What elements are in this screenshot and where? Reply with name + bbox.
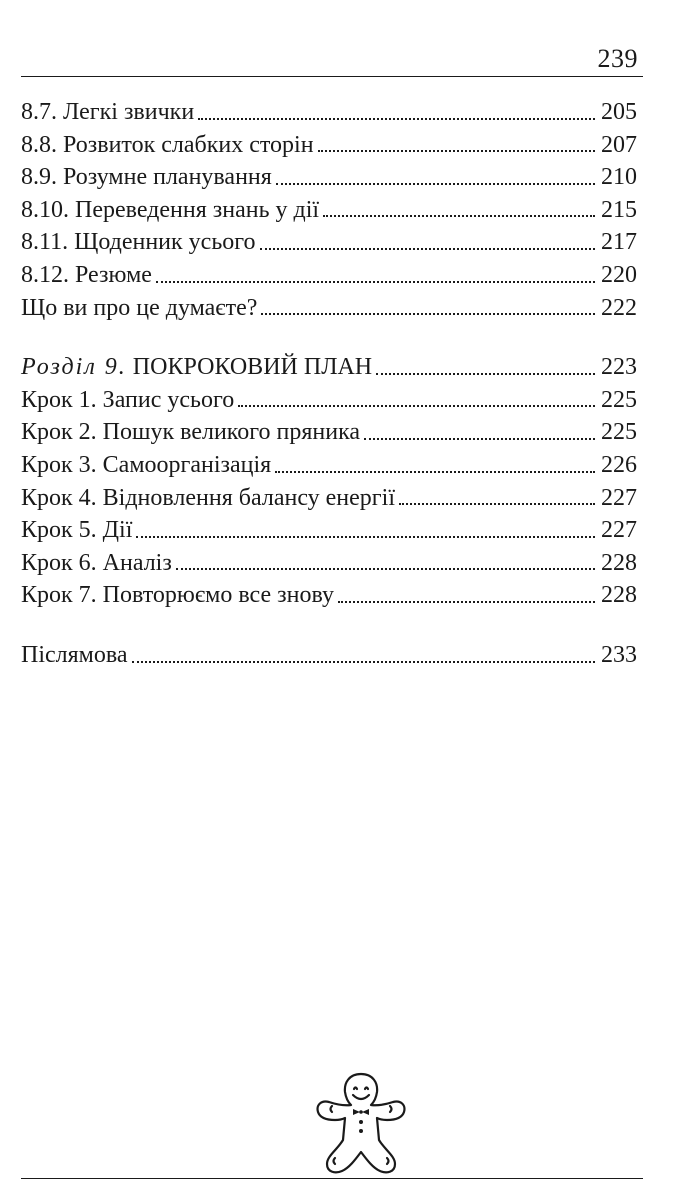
toc-entry-title: Крок 5. Дії	[21, 517, 133, 544]
toc-entry[interactable]	[21, 259, 637, 292]
toc-entry-page: 227	[601, 484, 637, 511]
dot-leader	[176, 568, 595, 570]
toc-entry-page: 215	[601, 196, 637, 223]
dot-leader	[338, 601, 595, 603]
toc-entry[interactable]	[21, 482, 637, 515]
dot-leader	[364, 438, 595, 440]
toc-entry-page: 220	[601, 261, 637, 288]
header-rule	[21, 76, 643, 77]
toc-entry-page: 207	[601, 131, 637, 158]
toc-entry-title: 8.11. Щоденник усього	[21, 229, 256, 256]
toc-entry[interactable]	[21, 129, 637, 162]
toc-entry[interactable]	[21, 226, 637, 259]
toc-entry-title: Післямова	[21, 641, 128, 668]
dot-leader	[376, 373, 595, 375]
toc-chapter-heading[interactable]	[21, 351, 637, 384]
toc-entry[interactable]	[21, 161, 637, 194]
footer-rule	[21, 1178, 643, 1179]
dot-leader	[198, 118, 595, 120]
dot-leader	[261, 313, 595, 315]
dot-leader	[323, 215, 595, 217]
dot-leader	[260, 248, 595, 250]
toc-entry-title: 8.12. Резюме	[21, 261, 152, 288]
toc-entry-title: 8.10. Переведення знань у дії	[21, 196, 320, 223]
toc-entry-title: Крок 2. Пошук великого пряника	[21, 419, 361, 446]
toc-group-chapter-8	[21, 96, 637, 324]
toc-entry-page: 227	[601, 517, 637, 544]
toc-entry-page: 210	[601, 164, 637, 191]
toc-group-chapter-9	[21, 351, 637, 612]
toc-entry-page: 217	[601, 229, 637, 256]
toc-entry[interactable]	[21, 449, 637, 482]
dot-leader	[136, 536, 595, 538]
toc-entry[interactable]	[21, 639, 637, 672]
toc-entry[interactable]	[21, 416, 637, 449]
toc-entry-page: 228	[601, 582, 637, 609]
toc-entry[interactable]	[21, 194, 637, 227]
dot-leader	[238, 405, 595, 407]
toc-entry[interactable]	[21, 96, 637, 129]
toc-entry[interactable]	[21, 547, 637, 580]
toc-entry-page: 222	[601, 294, 637, 321]
toc-entry-title: Крок 6. Аналіз	[21, 549, 172, 576]
toc-group-afterword	[21, 639, 637, 672]
dot-leader	[132, 661, 595, 663]
table-of-contents	[21, 96, 637, 672]
toc-entry-page: 205	[601, 99, 637, 125]
toc-chapter-title	[21, 351, 376, 384]
toc-entry-page: 228	[601, 549, 637, 576]
toc-entry-title: 8.7. Легкі звички	[21, 99, 195, 125]
chapter-label: Розділ 9.	[21, 354, 127, 381]
toc-entry-title: Крок 4. Відновлення балансу енергії	[21, 484, 395, 511]
dot-leader	[318, 150, 595, 152]
dot-leader	[276, 183, 595, 185]
toc-entry-title: Що ви про це думаєте?	[21, 294, 258, 321]
toc-entry-title: Крок 1. Запис усього	[21, 386, 235, 413]
gingerbread-man-icon	[313, 1068, 409, 1180]
toc-entry-page: 225	[601, 386, 637, 413]
page-number: 239	[597, 44, 638, 73]
toc-entry-title: 8.9. Розумне планування	[21, 164, 272, 191]
toc-entry-title: Крок 7. Повторюємо все знову	[21, 582, 334, 609]
toc-entry-title: Крок 3. Самоорганізація	[21, 451, 272, 478]
toc-entry-page: 225	[601, 419, 637, 446]
toc-entry[interactable]	[21, 384, 637, 417]
toc-entry-page: 233	[601, 641, 637, 668]
toc-entry-page: 226	[601, 451, 637, 478]
dot-leader	[156, 281, 595, 283]
toc-entry[interactable]	[21, 579, 637, 612]
toc-entry-title: 8.8. Розвиток слабких сторін	[21, 131, 314, 158]
dot-leader	[275, 471, 595, 473]
toc-entry[interactable]	[21, 292, 637, 325]
dot-leader	[399, 503, 595, 505]
chapter-name: ПОКРОКОВИЙ ПЛАН	[132, 354, 373, 381]
toc-entry-page: 223	[601, 354, 637, 381]
toc-entry[interactable]	[21, 514, 637, 547]
